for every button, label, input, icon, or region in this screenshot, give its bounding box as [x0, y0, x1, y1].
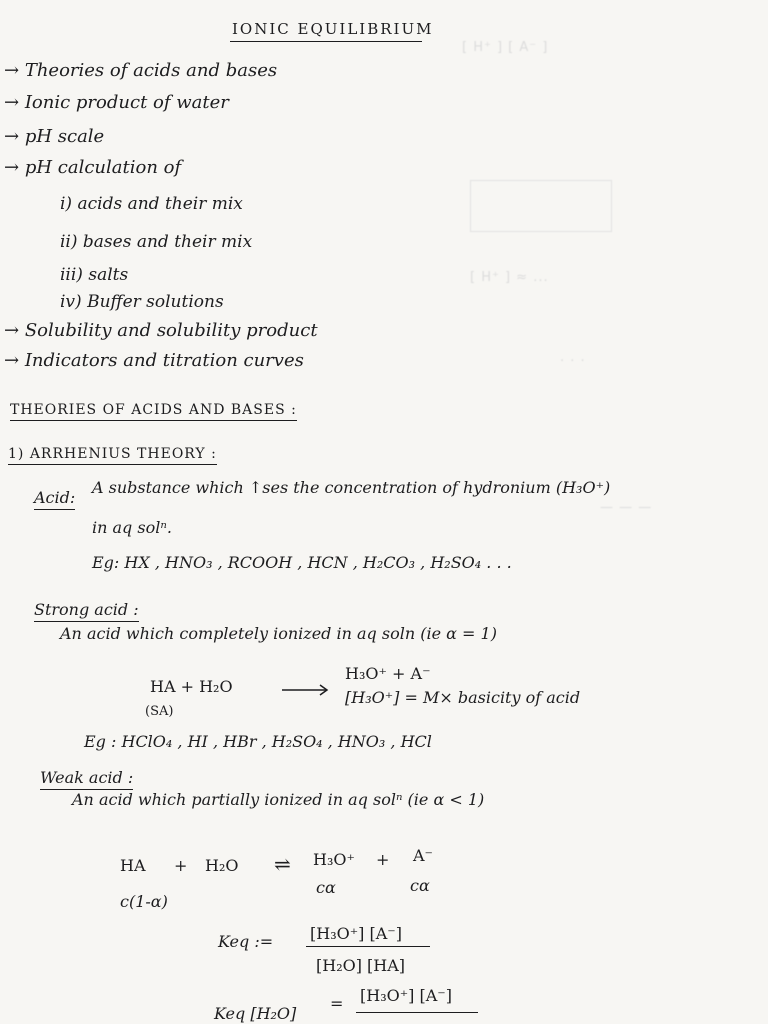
topic-list-item: → Indicators and titration curves — [4, 350, 304, 371]
topic-list-item: → pH calculation of — [4, 157, 182, 178]
subtopic-list-item: ii) bases and their mix — [60, 232, 253, 252]
keq-numerator: [H₃O⁺] [A⁻] — [310, 924, 402, 943]
subtopic-list-item: i) acids and their mix — [60, 194, 243, 214]
weak-reaction-h2o: H₂O — [205, 856, 239, 875]
weak-reaction-ha: HA — [120, 856, 146, 875]
acid-definition: in aq solⁿ. — [92, 518, 172, 537]
keq-denominator: [H₂O] [HA] — [316, 956, 406, 975]
bleed-through-text: . . . — [560, 350, 586, 365]
subtopic-list-item: iv) Buffer solutions — [60, 292, 224, 312]
keq2-equals: = — [330, 994, 344, 1013]
strong-acid-examples: Eg : HClO₄ , HI , HBr , H₂SO₄ , HNO₃ , HCl — [84, 732, 432, 751]
weak-acid-label: Weak acid : — [40, 768, 133, 790]
weak-ha-concentration: c(1-α) — [120, 892, 168, 911]
strong-acid-definition: An acid which completely ionized in aq soln (ie α = 1) — [60, 624, 497, 643]
acid-definition: A substance which ↑ses the concentration of hydronium (H₃O⁺) — [92, 478, 611, 497]
topic-list-item: → pH scale — [4, 126, 105, 147]
weak-reaction-a: A⁻ — [413, 846, 433, 865]
strong-acid-label: Strong acid : — [34, 600, 139, 622]
bleed-through-text: [ H⁺ ] [ A⁻ ] — [462, 40, 549, 55]
keq-label: Keq := — [218, 932, 274, 951]
keq2-fraction-bar — [356, 1012, 478, 1013]
subtopic-list-item: iii) salts — [60, 265, 129, 285]
bleed-through-text: — — — — [600, 500, 653, 515]
keq-fraction-bar — [306, 946, 430, 947]
topic-list-item: → Solubility and solubility product — [4, 320, 318, 341]
weak-reaction-h3o: H₃O⁺ — [313, 850, 355, 869]
strong-acid-note: (SA) — [145, 704, 174, 719]
weak-acid-definition: An acid which partially ionized in aq solⁿ (ie α < 1) — [72, 790, 485, 809]
topic-list-item: → Ionic product of water — [4, 92, 229, 113]
strong-acid-reaction-lhs: HA + H₂O — [150, 677, 233, 696]
strong-acid-concentration: [H₃O⁺] = M× basicity of acid — [345, 688, 581, 707]
acid-label-text: Acid: — [34, 488, 75, 510]
equilibrium-arrow-icon: ⇌ — [274, 852, 291, 876]
bleed-through-text: [ H⁺ ] ≈ ... — [470, 270, 549, 285]
arrhenius-heading: 1) ARRHENIUS THEORY : — [8, 446, 217, 465]
title-underline — [230, 41, 422, 42]
weak-reaction-plus: + — [174, 856, 188, 875]
weak-a-concentration: cα — [410, 876, 430, 895]
weak-reaction-plus: + — [376, 850, 390, 869]
keq2-numerator: [H₃O⁺] [A⁻] — [360, 986, 452, 1005]
reaction-arrow-icon — [282, 684, 332, 696]
bleed-through-text — [470, 180, 612, 232]
acid-label — [34, 488, 75, 507]
strong-acid-reaction-rhs: H₃O⁺ + A⁻ — [345, 664, 431, 683]
page-title: IONIC EQUILIBRIUM — [232, 20, 434, 38]
section-heading: THEORIES OF ACIDS AND BASES : — [10, 402, 297, 421]
acid-examples: Eg: HX , HNO₃ , RCOOH , HCN , H₂CO₃ , H₂SO₄ . . . — [92, 553, 512, 572]
weak-h3o-concentration: cα — [316, 878, 336, 897]
topic-list-item: → Theories of acids and bases — [4, 60, 278, 81]
keq2-label: Keq [H₂O] — [214, 1004, 297, 1023]
